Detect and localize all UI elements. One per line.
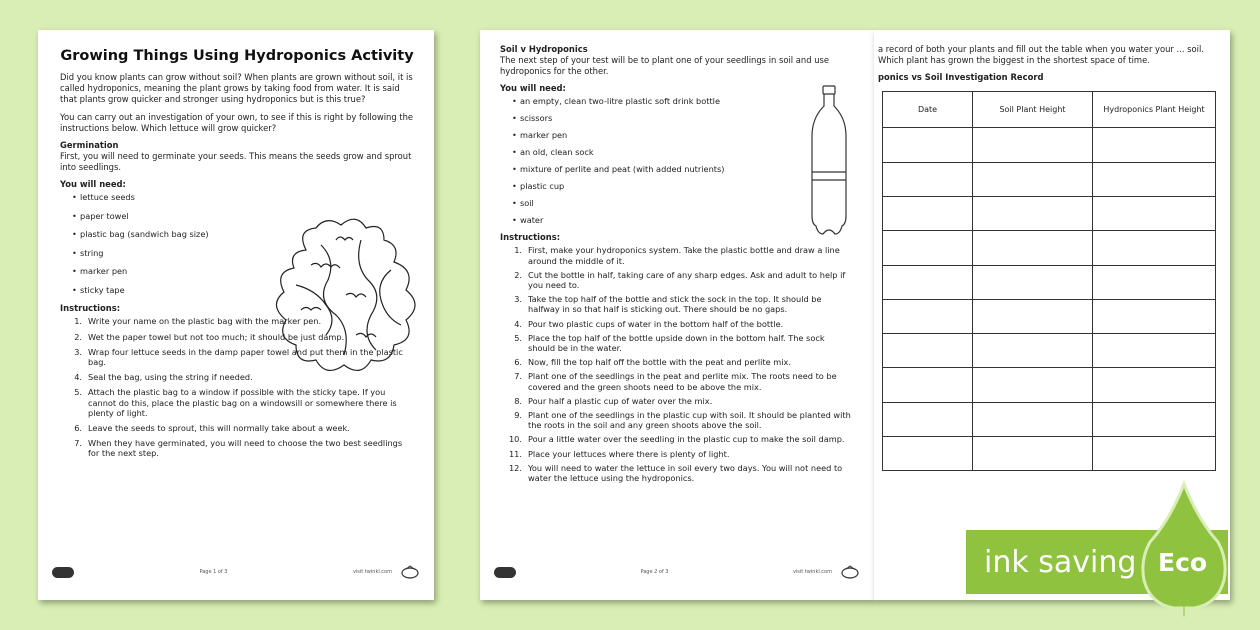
record-table [882,91,1216,471]
page-footer [52,564,420,580]
worksheet-page-2 [480,30,874,600]
table-row [883,162,1216,196]
site-label: visit twinkl.com [792,569,832,575]
column-header: Date [883,92,973,128]
list-item: 7. When they have germinated, you will need to choose the two best seedlings for the next step. [74,438,403,459]
instructions-heading: Instructions: [60,303,121,314]
page-title: Growing Things Using Hydroponics Activity [60,48,414,64]
table-row [883,299,1216,333]
list-item: 3. Take the top half of the bottle and stick the sock in the top. It should be halfway in so that half is sticking out. There should be no gaps. [514,294,822,315]
instructions-heading: Instructions: [500,232,561,243]
instructions-list [506,245,851,483]
list-item: • sticky tape [72,285,414,296]
list-item: • plastic bag (sandwich bag size) [72,229,414,240]
page-number: Page 1 of 3 [199,569,228,575]
worksheet-page-1 [38,30,434,600]
list-item: • paper towel [72,211,414,222]
intro-paragraph: The next step of your test will be to plant one of your seedlings in soil and use hydroponics for the other. [500,55,830,77]
germination-text: First, you will need to germinate your seeds. This means the seeds grow and sprout into seedlings. [60,151,412,173]
list-item: 5. Attach the plastic bag to a window if possible with the sticky tape. If you cannot do this, place the plastic bag on a windowsill or somewhere there is plenty of light. [74,387,397,418]
table-title: ponics vs Soil Investigation Record [878,72,1044,83]
site-label: visit twinkl.com [352,569,392,575]
intro-paragraph-1: Did you know plants can grow without soil? When plants are grown without soil, it is called hydroponics, meaning the plant grows by taking food from water. It is said that plants grow quicker and stronger using hydroponics but is this true? [60,72,413,105]
table-row [883,128,1216,162]
stamp-icon [840,565,860,579]
need-heading: You will need: [60,179,126,190]
list-item: 9. Plant one of the seedlings in the plastic cup with soil. It should be planted with the roots in the soil and any green shoots above the soil. [514,410,851,431]
table-row [883,402,1216,436]
list-item: 3. Wrap four lettuce seeds in the damp paper towel and put them in the plastic bag. [74,346,403,368]
list-item: 10. Pour a little water over the seedling in the plastic cup to make the soil damp. [508,434,845,445]
table-row [883,437,1216,471]
germination-heading: Germination [60,140,119,151]
list-item: • string [72,248,414,259]
intro-paragraph-2: You can carry out an investigation of your own, to see if this is right by following the instructions below. Which lettuce will grow quicker? [60,111,414,133]
list-item: 8. Pour half a plastic cup of water over the mix. [514,395,713,406]
list-item: 2. Cut the bottle in half, taking care of any sharp edges. Ask and adult to help if you need to. [514,269,846,291]
list-item: • marker pen [512,130,792,141]
list-item: 4. Seal the bag, using the string if needed. [74,372,253,383]
list-item: 7. Plant one of the seedlings in the peat and perlite mix. The roots need to be covered and the green shoots need to be above the mix. [514,371,837,392]
section-heading: Soil v Hydroponics [500,44,588,54]
list-item: 2. Wet the paper towel but not too much; it should be just damp. [74,331,345,342]
table-row [883,197,1216,231]
list-item: • marker pen [72,266,414,277]
twinkl-logo-icon [52,567,74,578]
page-number: Page 2 of 3 [640,569,669,575]
need-heading: You will need: [500,83,566,94]
column-header: Soil Plant Height [973,92,1093,128]
list-item: 12. You will need to water the lettuce in soil every two days. You will not need to water the lettuce using the hydroponics. [508,462,843,484]
intro-paragraph: a record of both your plants and fill out the table when you water your ... soil. Which plant has grown the biggest in the shortest space of time. [878,44,1204,66]
stamp-icon [400,565,420,579]
badge-text: ink saving [984,544,1137,580]
list-item: 6. Now, fill the top half off the bottle with the peat and perlite mix. [514,357,791,368]
list-item: • scissors [512,113,792,124]
list-item: • plastic cup [512,181,792,192]
list-item: • an empty, clean two-litre plastic soft drink bottle [512,96,792,107]
table-row [883,265,1216,299]
table-row [883,231,1216,265]
list-item: • an old, clean sock [512,147,792,158]
list-item: 11. Place your lettuces where there is plenty of light. [508,448,730,459]
list-item: 4. Pour two plastic cups of water in the bottom half of the bottle. [514,318,784,329]
list-item: 5. Place the top half of the bottle upside down in the bottom half. The sock should be in the water. [514,332,825,354]
list-item: 1. First, make your hydroponics system. Take the plastic bottle and draw a line around the middle of it. [514,245,840,266]
table-row [883,368,1216,402]
list-item: • soil [512,198,792,209]
eco-label: Eco [1158,548,1208,577]
twinkl-logo-icon [494,567,516,578]
list-item: • lettuce seeds [72,192,414,203]
table-row [883,334,1216,368]
materials-list [512,96,792,226]
list-item: • water [512,215,792,226]
list-item: 6. Leave the seeds to sprout, this will normally take about a week. [74,423,350,434]
column-header: Hydroponics Plant Height [1093,92,1216,128]
lettuce-illustration [266,210,426,380]
page-footer [494,564,860,580]
list-item: • mixture of perlite and peat (with added nutrients) [512,164,792,175]
list-item: 1. Write your name on the plastic bag with the marker pen. [74,316,322,327]
bottle-illustration [806,84,852,240]
